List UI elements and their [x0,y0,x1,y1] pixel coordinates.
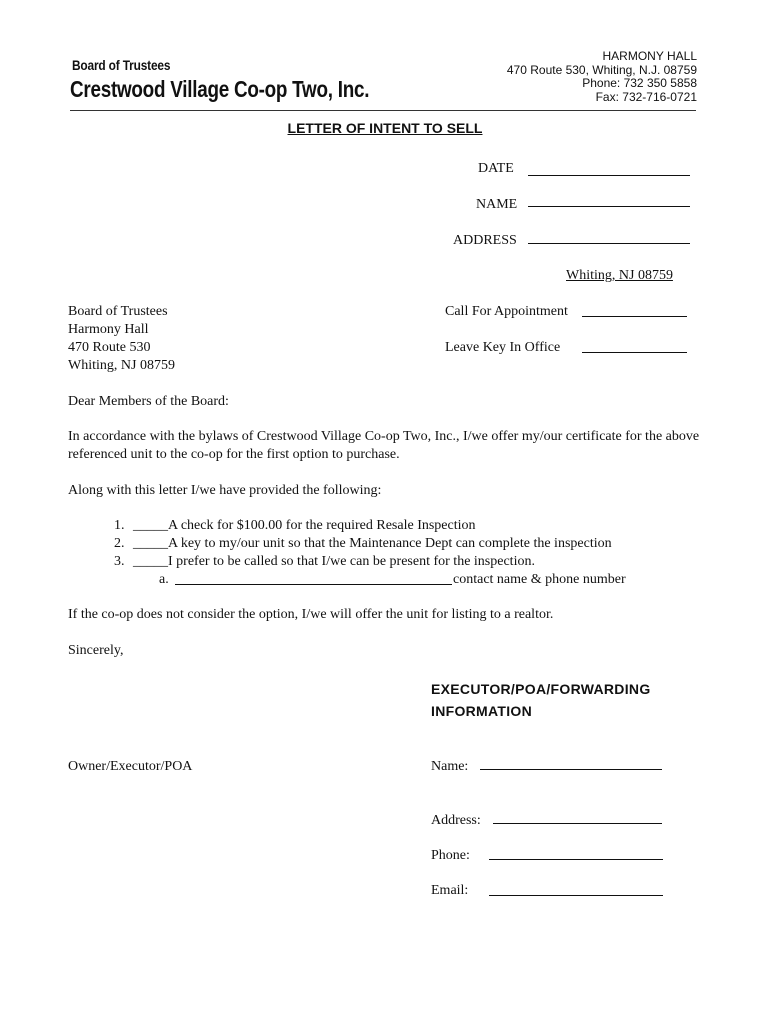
list-item-3: _____I prefer to be called so that I/we can be present for the inspection. [133,554,535,569]
recipient-line-4: Whiting, NJ 08759 [68,358,175,373]
header-address-block [507,50,697,104]
list-item-1-number: 1. [114,518,125,533]
date-label: DATE [478,161,514,176]
recipient-line-2: Harmony Hall [68,322,149,337]
sub-item-text: contact name & phone number [453,572,626,587]
page-title: LETTER OF INTENT TO SELL [287,120,483,136]
executor-phone-label: Phone: [431,848,470,863]
owner-executor-label: Owner/Executor/POA [68,759,193,774]
executor-heading-line-2: INFORMATION [431,703,533,719]
leave-key-field[interactable] [582,352,687,353]
executor-email-field[interactable] [489,895,663,896]
salutation: Dear Members of the Board: [68,394,229,409]
contact-name-phone-field[interactable] [175,584,452,585]
header-line-phone: Phone: 732 350 5858 [582,76,697,90]
recipient-line-3: 470 Route 530 [68,340,151,355]
header-line-address: 470 Route 530, Whiting, N.J. 08759 [506,62,697,77]
name-field[interactable] [528,206,690,207]
header-line-fax: Fax: 732-716-0721 [595,89,697,104]
executor-name-label: Name: [431,759,469,774]
leave-key-label: Leave Key In Office [445,340,561,355]
address-field[interactable] [528,243,690,244]
closing: Sincerely, [68,643,124,658]
header-line-hall: HARMONY HALL [602,49,697,63]
address-label: ADDRESS [453,233,517,248]
paragraph-offer: In accordance with the bylaws of Crestwood Village Co-op Two, Inc., I/we offer my/our certificate for the above referenced unit to the co-op for the first option to purchase. [68,429,700,462]
executor-address-field[interactable] [493,823,662,824]
paragraph-provided: Along with this letter I/we have provided the following: [68,483,382,498]
date-field[interactable] [528,175,690,176]
sub-item-letter: a. [159,572,169,587]
list-item-2-number: 2. [114,536,125,551]
paragraph-realtor: If the co-op does not consider the option, I/we will offer the unit for listing to a realtor. [68,607,554,622]
header-divider [70,110,696,111]
city-state-zip: Whiting, NJ 08759 [566,268,673,283]
name-label: NAME [476,197,518,212]
executor-heading-line-1: EXECUTOR/POA/FORWARDING [431,681,651,697]
board-of-trustees-heading: Board of Trustees [72,57,171,73]
call-for-appointment-field[interactable] [582,316,687,317]
organization-name: Crestwood Village Co-op Two, Inc. [70,76,370,102]
call-for-appointment-label: Call For Appointment [445,304,568,319]
list-item-1: _____A check for $100.00 for the required Resale Inspection [133,518,476,533]
executor-phone-field[interactable] [489,859,663,860]
executor-address-label: Address: [431,813,481,828]
recipient-line-1: Board of Trustees [68,304,168,319]
executor-email-label: Email: [431,883,469,898]
list-item-2: _____A key to my/our unit so that the Maintenance Dept can complete the inspection [133,536,612,551]
list-item-3-number: 3. [114,554,125,569]
executor-name-field[interactable] [480,769,662,770]
